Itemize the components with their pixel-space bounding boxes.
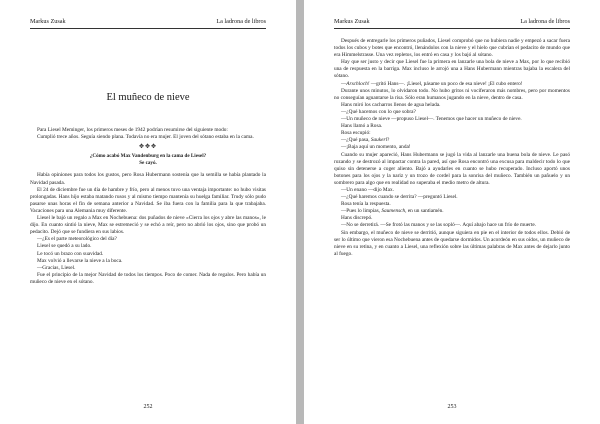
- running-header: [30, 18, 266, 29]
- header-author: Markus Zusak: [30, 18, 66, 25]
- header-title: La ladrona de libros: [520, 18, 570, 25]
- dialog-line: —¿Qué haremos cuando se derrita? —preguntó Liesel.: [341, 194, 458, 201]
- text-run: ?: [387, 137, 390, 144]
- dialog-line: —¿Qué hacemos con lo que sobra?: [341, 108, 416, 115]
- page-number: 253: [447, 404, 457, 410]
- header-title: La ladrona de libros: [216, 18, 266, 25]
- section-ornament: ✥✥✥: [138, 144, 158, 151]
- paragraph: Hans miró los cacharros llenos de agua helada.: [341, 101, 441, 108]
- paragraph: Cuando su mujer apareció, Hans Hubermann se jugó la vida al lanzarle una buena bola de nieve. Le pasó rozando y se destrozó al impactar contra la pared, así que Rosa encontró una excusa para maldecir todo lo que quiso sin detenerse a coger aliento. Bajó a ayudarles en cuanto se hubo recuperado. Incluso aportó unos botones para los ojos y la nariz y un trozo de cordel para la sonrisa del muñeco. También un pañuelo y un sombrero para algo que en realidad no superaba el medio metro de altura.: [334, 151, 570, 186]
- paragraph: Durante unos minutos, lo olvidaron todo. No hubo gritos ni vociferaron más nombres, pero por momentos no conseguían aguantarse la risa. Sólo eran humanos jugando en la nieve, dentro de casa.: [334, 87, 570, 101]
- paragraph: Sin embargo, el muñeco de nieve se derritió, aunque siguiera en pie en el interior de todos ellos. Debió de ser lo último que vieron esa Nochebuena antes de quedarse dormidos. Un acordeón en sus oídos, un muñeco de nieve en su retina, y en cuanto a Liesel, una reflexión sobre las últimas palabras de Max antes de dejarlo junto al fuego.: [334, 229, 570, 257]
- dialog-line: —Un muñeco de nieve —propuso Liesel—. Tenemos que hacer un muñeco de nieve.: [341, 116, 522, 123]
- text-run: —: [341, 80, 347, 87]
- dialog-line: —Gracias, Liesel.: [37, 264, 76, 271]
- paragraph: Para Liesel Meminger, los primeros meses de 1942 podrían resumirse del siguiente modo:: [37, 127, 228, 133]
- left-body: [30, 127, 266, 286]
- italic-word: Saumensch: [381, 208, 406, 215]
- dialog-line: —Un enano —dijo Max.: [341, 186, 394, 193]
- paragraph: Cumplió trece años. Seguía siendo plana. Todavía no era mujer. El joven del sótano estaba en la cama.: [37, 134, 254, 141]
- paragraph: Fue el principio de la mejor Navidad de todos los tiempos. Poco de comer. Nada de regalos. Pero había un muñeco de nieve en el sótano.: [30, 271, 266, 285]
- text-run: —¿Qué pasa,: [341, 137, 371, 144]
- dialog-line: [334, 137, 570, 144]
- note-answer: Se cayó.: [139, 159, 157, 166]
- dialog-line: Liesel se quedó a su lado.: [37, 243, 92, 250]
- dialog-line: Le tocó un brazo con suavidad.: [37, 250, 104, 257]
- chapter-title: El muñeco de nieve: [106, 92, 190, 103]
- right-page: [304, 0, 600, 424]
- text-run: , en un santiamén.: [405, 208, 444, 215]
- paragraph: Hans discrepó.: [341, 215, 373, 222]
- paragraph: Después de entregarle los primeros puñados, Liesel comprobó que no hubiera nadie y empezó a sacar fuera todos los cubos y botes que encontró, llenándolos con la nieve y el hielo que cubrían el pedacito de mundo que era Himmelstrasse. Una vez repletos, los entró en casa y los bajó al sótano.: [334, 38, 570, 59]
- dialog-line: —¡Baja aquí un momento, anda!: [341, 144, 411, 151]
- dialog-line: —¿Es el parte meteorológico del día?: [37, 236, 117, 243]
- note-question: ¿Cómo acabó Max Vandenburg en la cama de Liesel?: [89, 153, 207, 160]
- italic-word: Saukerl: [370, 137, 388, 144]
- paragraph: Hans llamó a Rosa.: [341, 123, 383, 130]
- dialog-line: [334, 208, 570, 215]
- text-run: —Pues lo limpias,: [341, 208, 382, 215]
- right-body: [334, 38, 570, 258]
- running-header: [334, 18, 570, 29]
- paragraph: Liesel le bajó un regalo a Max en Nochebuena: dos puñados de nieve «Cierra los ojos y abre las manos», le dijo. En cuanto sintió la nieve, Max se estremeció y se echó a reír, pero no abrió los ojos, sino que probó un pedacito. Dejó que se fundiera en sus labios.: [30, 215, 266, 236]
- paragraph: Hay que ser justo y decir que Liesel fue la primera en lanzarle una bola de nieve a Max, por lo que recibió una de respuesta en la barriga. Max incluso le arrojó una a Hans Hubermann mientras bajaba la escalera del sótano.: [334, 59, 570, 80]
- left-page: [0, 0, 296, 424]
- paragraph: Había opiniones para todos los gustos, pero Rosa Hubermann sostenía que la semilla se había plantado la Navidad pasada.: [30, 172, 266, 186]
- paragraph: El 24 de diciembre fue un día de hambre y frío, pero al menos tuvo una ventaja importante: no hubo visitas prolongadas. Hans hijo estaba matando rusos y al mismo tiempo mantenía su huelga familiar. Trudy sólo pudo pasarse unas horas el fin de semana anterior a Navidad. Se iba fuera con la familia para la que trabajaba. Vacaciones para una Alemania muy diferente.: [30, 186, 266, 214]
- dialog-line: Max volvió a llevarse la nieve a la boca.: [37, 257, 123, 264]
- paragraph: Rosa escupió:: [341, 130, 371, 137]
- dialog-line: —No se derretirá. —Se frotó las manos y se las sopló—. Aquí abajo hace un frío de muerte.: [341, 222, 537, 229]
- text-run: —gritó Hans—. ¡Liesel, pásame un poco de esa nieve! ¡El cubo entero!: [369, 80, 523, 87]
- paragraph: [334, 81, 570, 88]
- paragraph: Rosa tenía la respuesta.: [341, 201, 391, 208]
- header-author: Markus Zusak: [334, 18, 370, 25]
- page-number: 252: [143, 404, 153, 410]
- italic-word: Arschloch!: [346, 80, 370, 87]
